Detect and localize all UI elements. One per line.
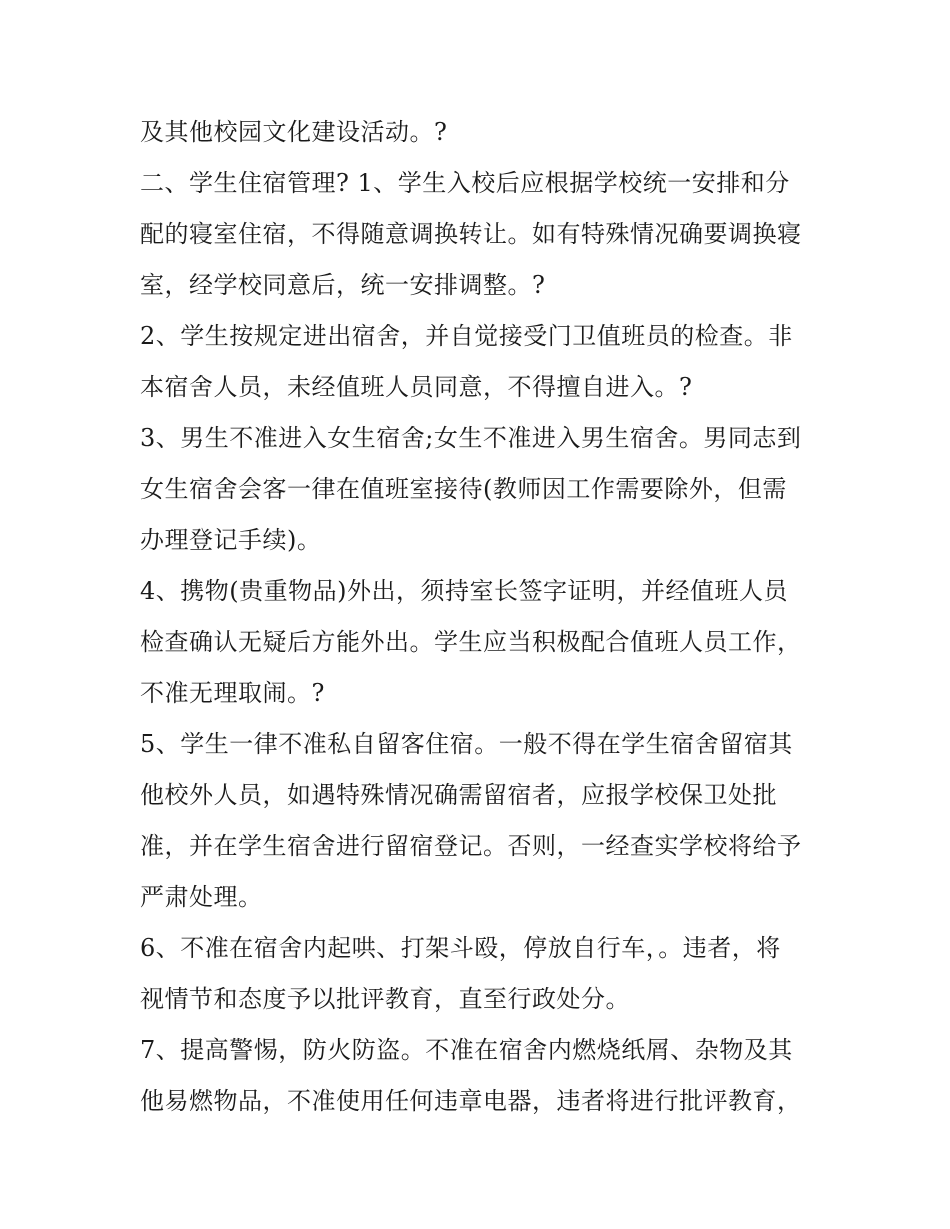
text-line: 室，经学校同意后，统一安排调整。? bbox=[140, 271, 546, 299]
text-line: 他校外人员，如遇特殊情况确需留宿者，应报学校保卫处批 bbox=[140, 781, 777, 809]
text-line: 他易燃物品，不准使用任何违章电器，违者将进行批评教育， bbox=[140, 1087, 802, 1115]
text-line: 本宿舍人员，未经值班人员同意，不得擅自进入。? bbox=[140, 373, 693, 401]
text-line: 准，并在学生宿舍进行留宿登记。否则，一经查实学校将给予 bbox=[140, 832, 802, 860]
text-line: 5、学生一律不准私自留客住宿。一般不得在学生宿舍留宿其 bbox=[140, 730, 793, 758]
text-line: 3、男生不准进入女生宿舍;女生不准进入男生宿舍。男同志到 bbox=[140, 424, 802, 452]
text-line: 二、学生住宿管理? 1、学生入校后应根据学校统一安排和分 bbox=[140, 169, 790, 197]
document-body bbox=[140, 112, 840, 1132]
text-line: 4、携物(贵重物品)外出，须持室长签字证明，并经值班人员 bbox=[140, 577, 788, 605]
text-line: 配的寝室住宿，不得随意调换转让。如有特殊情况确要调换寝 bbox=[140, 220, 802, 248]
text-line: 办理登记手续)。 bbox=[140, 526, 322, 554]
text-line: 不准无理取闹。? bbox=[140, 679, 325, 707]
text-line: 检查确认无疑后方能外出。学生应当积极配合值班人员工作， bbox=[140, 628, 802, 656]
text-line: 7、提高警惕，防火防盗。不准在宿舍内燃烧纸屑、杂物及其 bbox=[140, 1036, 793, 1064]
text-line: 视情节和态度予以批评教育，直至行政处分。 bbox=[140, 985, 630, 1013]
text-line: 及其他校园文化建设活动。? bbox=[140, 118, 448, 146]
text-line: 2、学生按规定进出宿舍，并自觉接受门卫值班员的检查。非 bbox=[140, 322, 793, 350]
text-line: 女生宿舍会客一律在值班室接待(教师因工作需要除外，但需 bbox=[140, 475, 787, 503]
text-line: 6、不准在宿舍内起哄、打架斗殴，停放自行车，。违者，将 bbox=[140, 934, 781, 962]
text-line: 严肃处理。 bbox=[140, 883, 263, 911]
